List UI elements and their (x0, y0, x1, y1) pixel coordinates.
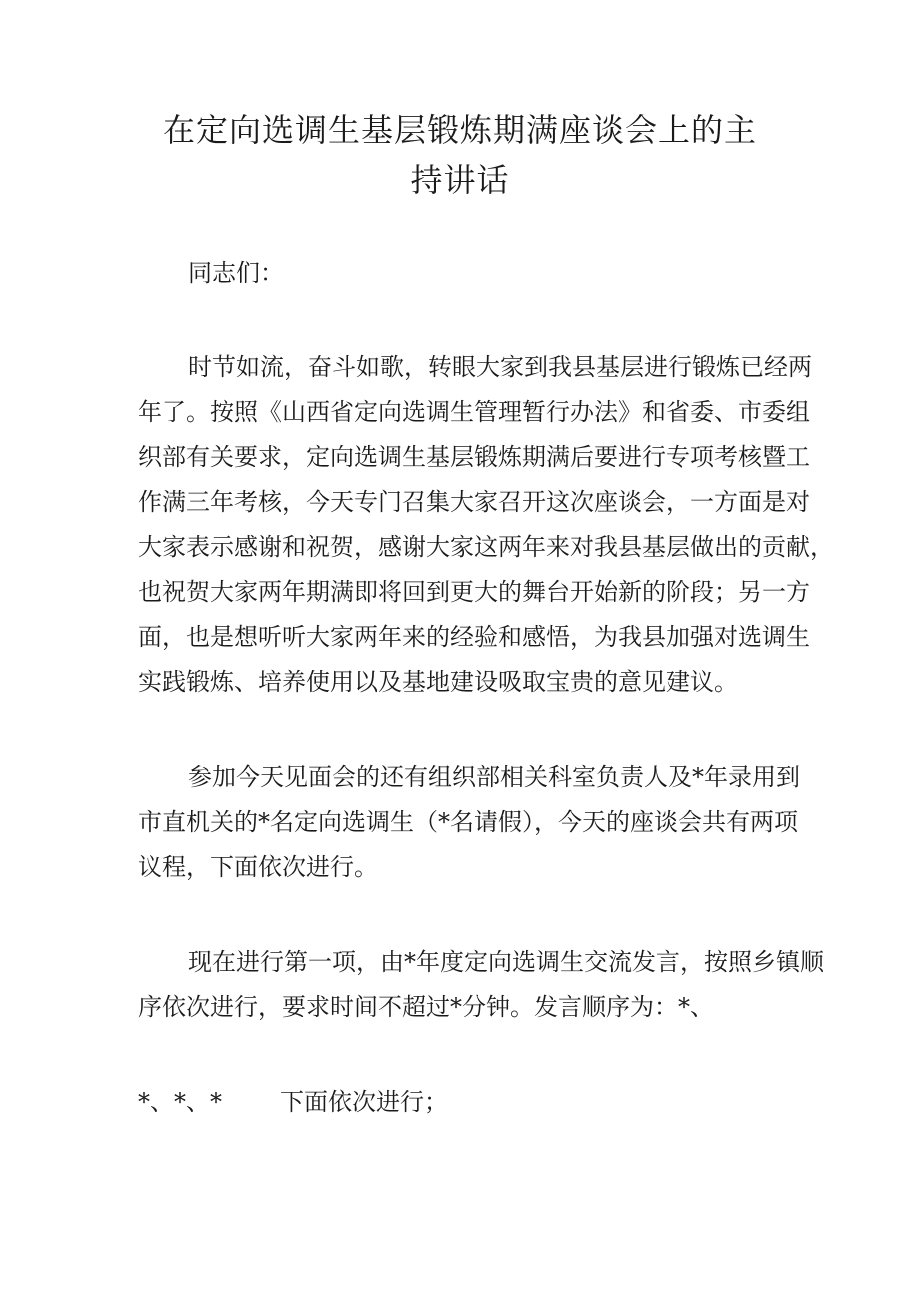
paragraph-1-line: 年了。按照《山西省定向选调生管理暂行办法》和省委、市委组 (138, 398, 810, 426)
paragraph-1-line: 织部有关要求，定向选调生基层锻炼期满后要进行专项考核暨工 (138, 443, 810, 471)
paragraph-1-line: 面，也是想听听大家两年来的经验和感悟，为我县加强对选调生 (138, 623, 810, 651)
paragraph-2-line: 议程，下面依次进行。 (138, 853, 378, 881)
document-title-line-1: 在定向选调生基层锻炼期满座谈会上的主 (162, 111, 757, 149)
paragraph-4-names: *、*、* (138, 1088, 222, 1116)
paragraph-1-line: 大家表示感谢和祝贺，感谢大家这两年来对我县基层做出的贡献， (138, 533, 834, 561)
paragraph-1-line: 实践锻炼、培养使用以及基地建设吸取宝贵的意见建议。 (138, 668, 738, 696)
salutation: 同志们： (188, 259, 284, 287)
paragraph-3-line: 序依次进行，要求时间不超过*分钟。发言顺序为：*、 (138, 993, 714, 1021)
paragraph-2-line: 市直机关的*名定向选调生（*名请假），今天的座谈会共有两项 (138, 808, 798, 836)
paragraph-3-line: 现在进行第一项，由*年度定向选调生交流发言，按照乡镇顺 (188, 948, 824, 976)
paragraph-1-line: 时节如流，奋斗如歌，转眼大家到我县基层进行锻炼已经两 (188, 353, 812, 381)
paragraph-2-line: 参加今天见面会的还有组织部相关科室负责人及*年录用到 (188, 763, 800, 791)
document-title-line-2: 持讲话 (410, 161, 510, 199)
paragraph-1-line: 作满三年考核，今天专门召集大家召开这次座谈会，一方面是对 (138, 488, 810, 516)
paragraph-4-text: 下面依次进行； (280, 1088, 448, 1116)
paragraph-1-line: 也祝贺大家两年期满即将回到更大的舞台开始新的阶段；另一方 (138, 578, 810, 606)
